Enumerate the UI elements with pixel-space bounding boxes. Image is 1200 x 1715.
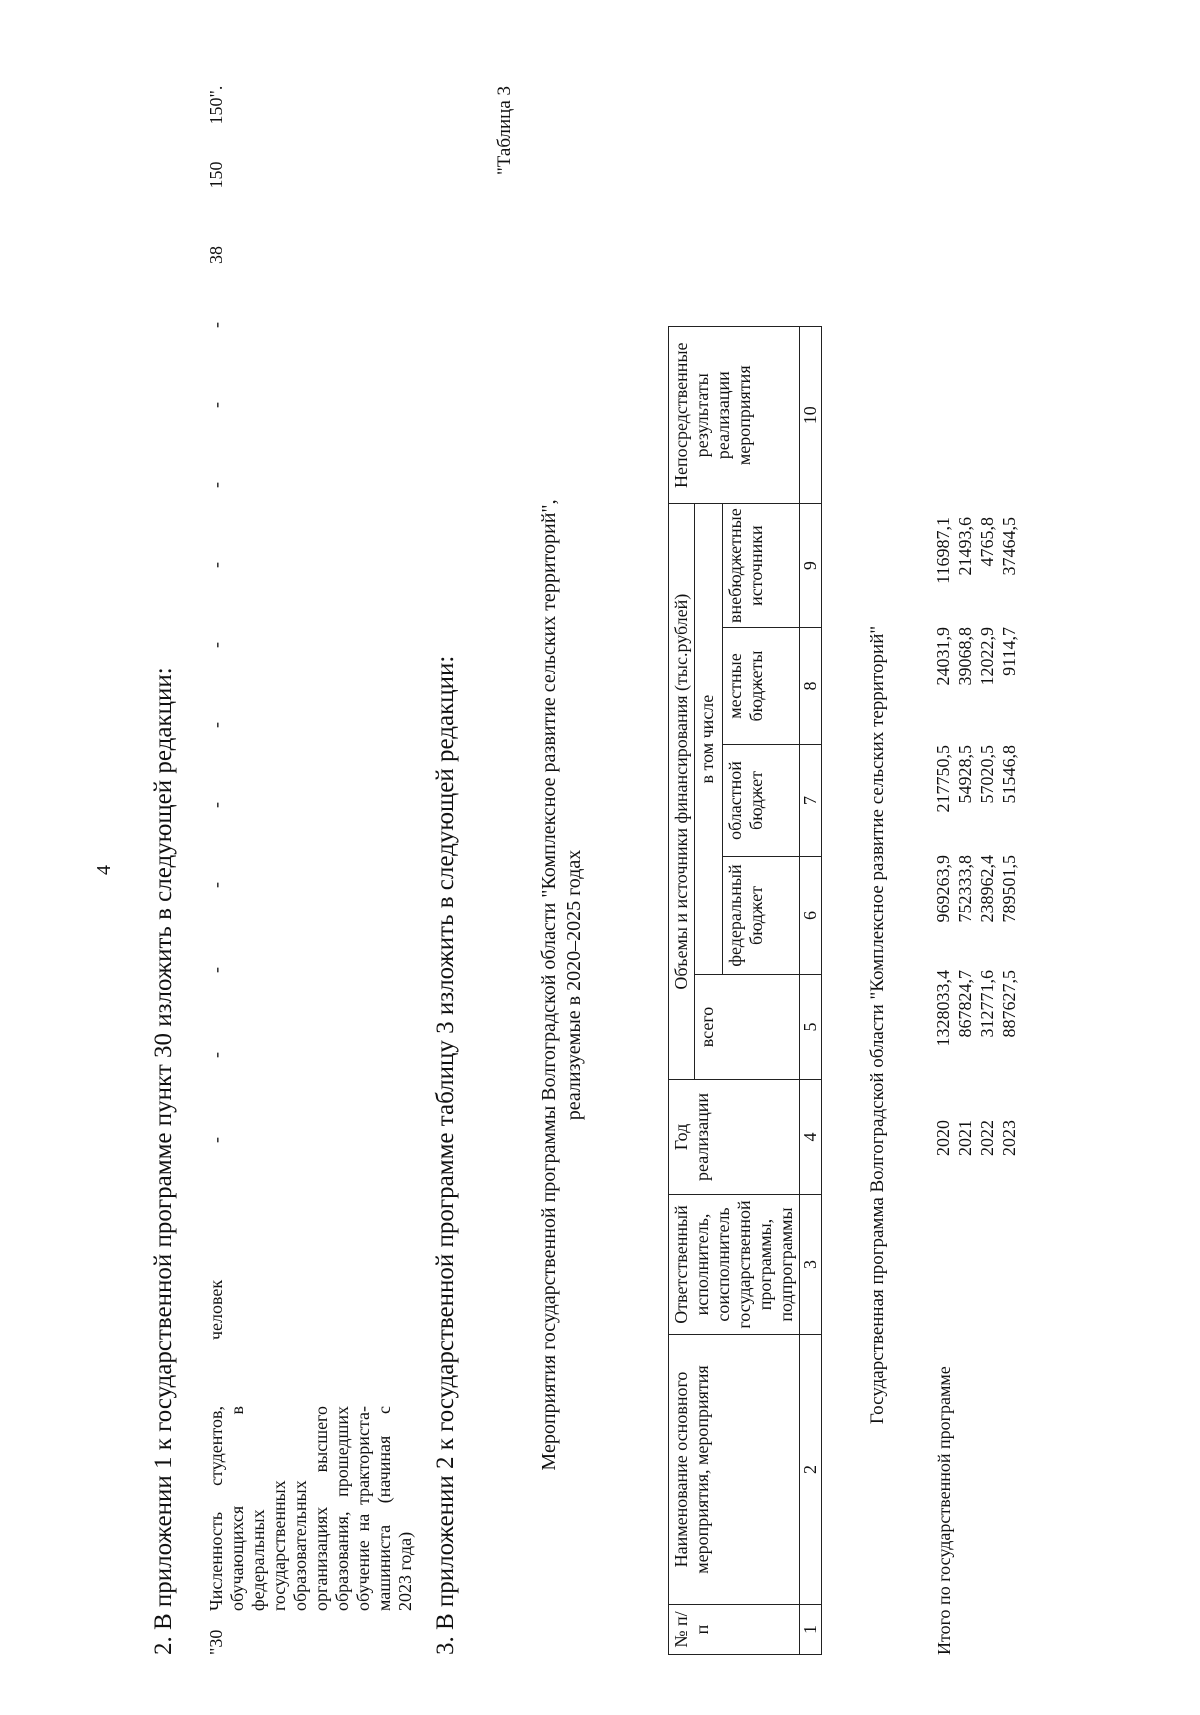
column-number: 3 — [800, 1195, 822, 1335]
column-number: 4 — [800, 1080, 822, 1195]
total-label: Итого по государственной программе — [934, 1366, 954, 1655]
indicator-value: - — [206, 402, 226, 408]
column-number: 9 — [800, 504, 822, 628]
total-year: 2022 — [977, 1120, 997, 1156]
column-number: 6 — [800, 857, 822, 975]
column-number: 5 — [800, 975, 822, 1080]
indicator-value: - — [206, 967, 226, 973]
previous-table-row — [206, 85, 415, 1655]
total-regional: 51546,8 — [999, 745, 1019, 804]
total-extrabudgetary: 116987,1 — [933, 517, 953, 584]
total-extrabudgetary: 4765,8 — [977, 517, 997, 567]
header-total: всего — [695, 975, 800, 1080]
total-all: 1328033,4 — [933, 970, 953, 1047]
total-regional: 54928,5 — [955, 745, 975, 804]
total-federal: 752333,8 — [955, 855, 975, 923]
column-number: 8 — [800, 628, 822, 745]
indicator-value: - — [206, 642, 226, 648]
total-year: 2021 — [955, 1120, 975, 1156]
table-note: "Таблица 3 — [494, 85, 515, 175]
indicator-unit: человек — [206, 1279, 226, 1340]
total-local: 9114,7 — [999, 627, 1019, 676]
total-federal: 789501,5 — [999, 855, 1019, 923]
column-number: 2 — [800, 1335, 822, 1605]
indicator-value: 150 — [206, 161, 226, 189]
header-measure-name: Наименование основного мероприятия, мероприятия — [669, 1335, 800, 1605]
total-all: 312771,6 — [977, 970, 997, 1038]
header-number: № п/п — [669, 1605, 800, 1655]
indicator-value: - — [206, 322, 226, 328]
table-title-line-2: реализуемые в 2020–2025 годах — [563, 849, 585, 1121]
indicator-value: 38 — [206, 246, 226, 264]
total-year: 2023 — [999, 1120, 1019, 1156]
indicator-text: Численность студентов, обучающихся в федеральных государственных образовательных организациях высшего образования, прошедших обучение на тракториста-машиниста (начиная с 2023 года) — [206, 1406, 415, 1611]
indicator-value: - — [206, 1137, 226, 1143]
total-extrabudgetary: 21493,6 — [955, 517, 975, 576]
measures-table — [668, 326, 822, 1655]
header-regional: областной бюджет — [723, 745, 800, 857]
row-number: "30 — [206, 1629, 226, 1655]
header-extrabudgetary: внебюджетные источники — [723, 504, 800, 628]
column-number: 1 — [800, 1605, 822, 1655]
total-regional: 57020,5 — [977, 745, 997, 804]
total-year: 2020 — [933, 1120, 953, 1156]
total-regional: 217750,5 — [933, 745, 953, 813]
header-federal: федеральный бюджет — [723, 857, 800, 975]
indicator-value: - — [206, 562, 226, 568]
section-title: Государственная программа Волгоградской области "Комплексное развитие сельских территорий" — [867, 625, 888, 1425]
column-number: 7 — [800, 745, 822, 857]
indicator-value: - — [206, 802, 226, 808]
header-including: в том числе — [695, 504, 723, 975]
totals-block — [932, 0, 1042, 1715]
header-executor: Ответственный исполнитель, соисполнитель государственной программы, подпрограммы — [669, 1195, 800, 1335]
page-number: 4 — [93, 865, 115, 875]
header-funding: Объемы и источники финансирования (тыс.рублей) — [669, 504, 695, 1080]
indicator-value: - — [206, 482, 226, 488]
total-local: 39068,8 — [955, 627, 975, 686]
total-local: 24031,9 — [933, 627, 953, 686]
header-local: местные бюджеты — [723, 628, 800, 745]
header-year: Год реализации — [669, 1080, 800, 1195]
indicator-value: - — [206, 882, 226, 888]
header-results: Непосредственные результаты реализации мероприятия — [669, 327, 800, 504]
column-number: 10 — [800, 327, 822, 504]
total-all: 867824,7 — [955, 970, 975, 1038]
total-extrabudgetary: 37464,5 — [999, 517, 1019, 576]
total-local: 12022,9 — [977, 627, 997, 686]
total-all: 887627,5 — [999, 970, 1019, 1038]
amendment-item-3: 3. В приложении 2 к государственной программе таблицу 3 изложить в следующей редакции: — [432, 655, 459, 1655]
amendment-item-2: 2. В приложении 1 к государственной программе пункт 30 изложить в следующей редакции: — [150, 667, 177, 1655]
table-title-line-1: Мероприятия государственной программы Волгоградской области "Комплексное развитие сельских территорий", — [538, 499, 560, 1471]
indicator-value: 150". — [206, 85, 226, 125]
total-federal: 238962,4 — [977, 855, 997, 923]
indicator-value: - — [206, 722, 226, 728]
indicator-value: - — [206, 1052, 226, 1058]
total-federal: 969263,9 — [933, 855, 953, 923]
table-title — [537, 335, 587, 1635]
